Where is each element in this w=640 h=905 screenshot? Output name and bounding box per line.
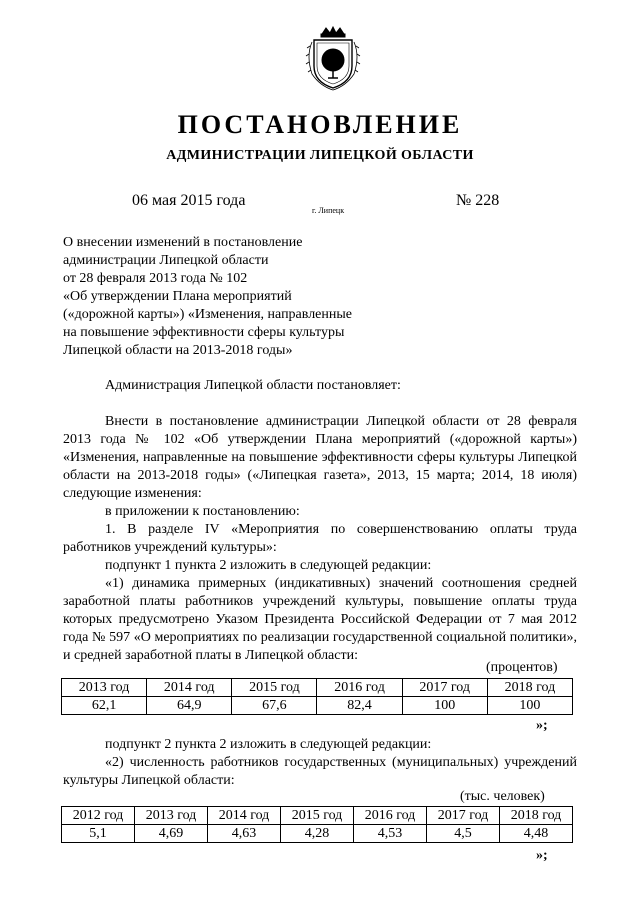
table-cell: 4,53 <box>354 825 427 843</box>
table-header-cell: 2017 год <box>427 807 500 825</box>
document-title: ПОСТАНОВЛЕНИЕ <box>177 110 463 139</box>
document-city: г. Липецк <box>312 206 345 215</box>
table-cell: 4,28 <box>281 825 354 843</box>
quote-paragraph: «1) динамика примерных (индикативных) значений соотношения средней заработной платы работников учреждений культуры, повышение оплаты труда которых предусмотрено Указом Президента Российской Федерации от 7 мая 2012 года № 597 «О мероприятиях по реализации государственной социальной политики», и средней заработной платы в Липецкой области: <box>63 576 577 663</box>
document-number: № 228 <box>456 192 500 209</box>
table1-unit: (процентов) <box>486 660 558 675</box>
table-header-cell: 2014 год <box>147 679 232 697</box>
subject-line: от 28 февраля 2013 года № 102 <box>63 271 248 286</box>
subject-line: на повышение эффективности сферы культуры <box>63 325 345 340</box>
table-header-row <box>62 679 573 697</box>
table-row <box>62 697 573 715</box>
table1 <box>61 678 573 715</box>
table-cell: 64,9 <box>147 697 232 715</box>
table-header-cell: 2013 год <box>135 807 208 825</box>
subject-line: «Об утверждении Плана мероприятий <box>63 289 292 304</box>
resolves-paragraph: Администрация Липецкой области постановляет: <box>105 378 401 393</box>
table-cell: 4,48 <box>500 825 573 843</box>
quote-paragraph: «2) численность работников государственных (муниципальных) учреждений культуры Липецкой области: <box>63 755 577 788</box>
subpoint-paragraph: подпункт 1 пункта 2 изложить в следующей редакции: <box>105 558 432 573</box>
section-paragraph: 1. В разделе IV «Мероприятия по совершенствованию оплаты труда работников учреждений культуры»: <box>63 522 577 555</box>
table-header-cell: 2016 год <box>317 679 402 697</box>
table-cell: 67,6 <box>232 697 317 715</box>
table-header-cell: 2018 год <box>487 679 572 697</box>
subject-line: О внесении изменений в постановление <box>63 235 303 250</box>
table-header-cell: 2013 год <box>62 679 147 697</box>
table-header-row <box>62 807 573 825</box>
resolution-body-continued <box>63 736 577 790</box>
table-header-cell: 2016 год <box>354 807 427 825</box>
table-cell: 4,69 <box>135 825 208 843</box>
table-cell: 100 <box>487 697 572 715</box>
table2-unit: (тыс. человек) <box>460 789 545 804</box>
quote-end-mark: »; <box>536 718 548 733</box>
table-cell: 82,4 <box>317 697 402 715</box>
issuing-authority: АДМИНИСТРАЦИИ ЛИПЕЦКОЙ ОБЛАСТИ <box>166 148 474 163</box>
appendix-paragraph: в приложении к постановлению: <box>105 504 300 519</box>
resolution-preamble <box>63 377 577 395</box>
resolution-body <box>63 413 577 665</box>
table-header-cell: 2015 год <box>281 807 354 825</box>
subpoint-paragraph: подпункт 2 пункта 2 изложить в следующей редакции: <box>105 737 432 752</box>
table2 <box>61 806 573 843</box>
document-date: 06 мая 2015 года <box>132 192 246 209</box>
table-header-cell: 2014 год <box>208 807 281 825</box>
table-header-cell: 2015 год <box>232 679 317 697</box>
intro-paragraph: Внести в постановление администрации Липецкой области от 28 февраля 2013 года № 102 «Об утверждении Плана мероприятий («дорожной карты») «Изменения, направленные на повышение эффективности сферы культуры Липецкой области на 2013-2018 годы» («Липецкая газета», 2013, 15 марта; 2014, 18 июля) следующие изменения: <box>63 414 577 501</box>
table-cell: 100 <box>402 697 487 715</box>
quote-end-mark: »; <box>536 848 548 863</box>
table-header-cell: 2017 год <box>402 679 487 697</box>
table-header-cell: 2018 год <box>500 807 573 825</box>
table-cell: 4,63 <box>208 825 281 843</box>
document-subject <box>63 234 352 360</box>
table-header-cell: 2012 год <box>62 807 135 825</box>
subject-line: («дорожной карты») «Изменения, направленные <box>63 307 353 322</box>
table-cell: 5,1 <box>62 825 135 843</box>
table-cell: 4,5 <box>427 825 500 843</box>
subject-line: администрации Липецкой области <box>63 253 269 268</box>
coat-of-arms-icon <box>304 26 362 92</box>
table-cell: 62,1 <box>62 697 147 715</box>
table-row <box>62 825 573 843</box>
subject-line: Липецкой области на 2013-2018 годы» <box>63 343 293 358</box>
